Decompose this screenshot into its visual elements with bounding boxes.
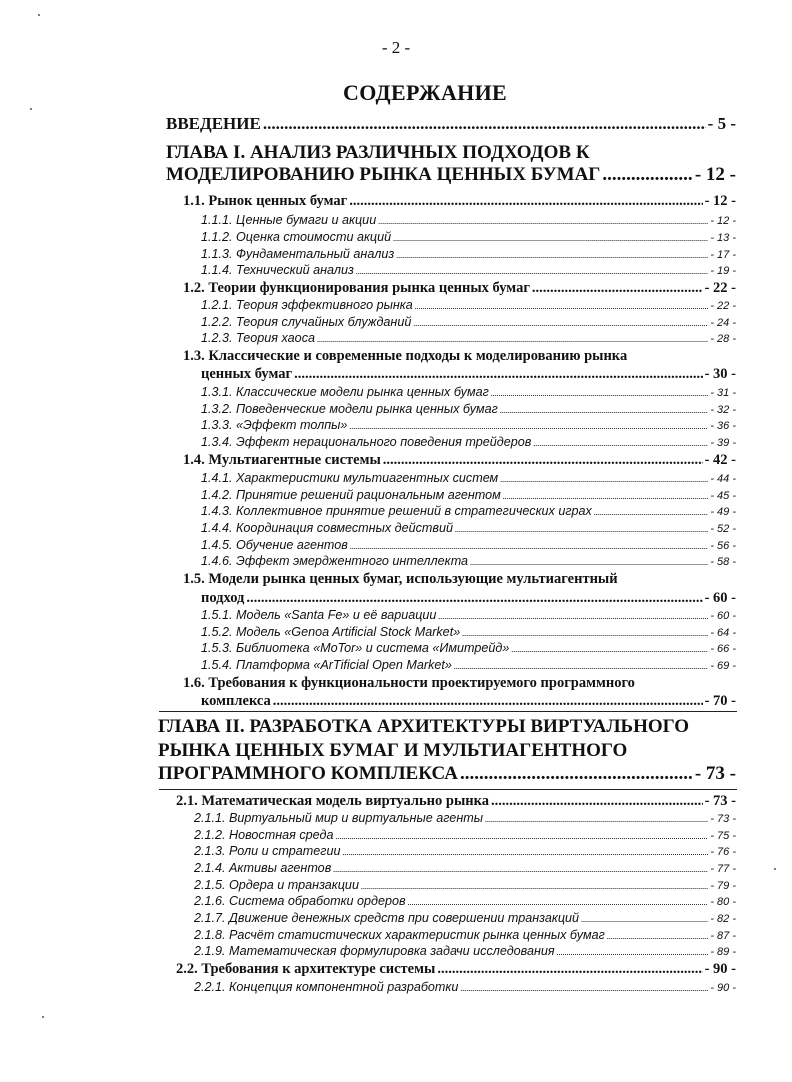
toc-section-1-5-line1: 1.5. Модели рынка ценных бумаг, использующие мультиагентный xyxy=(183,571,618,587)
toc-section-label: 1.4. Мультиагентные системы xyxy=(183,452,381,468)
toc-subsection-label: 1.3.2. Поведенческие модели рынка ценных бумаг xyxy=(201,402,498,416)
toc-subsection-label: 2.1.3. Роли и стратегии xyxy=(194,844,341,858)
toc-subsection[interactable] xyxy=(201,554,736,568)
toc-subsection-label: 1.2.2. Теория случайных блужданий xyxy=(201,315,412,329)
toc-subsection-label: 1.2.3. Теория хаоса xyxy=(201,331,315,345)
toc-subsection-page: - 64 - xyxy=(710,627,736,639)
toc-section-1-5[interactable] xyxy=(201,590,736,607)
toc-subsection-label: 2.1.6. Система обработки ордеров xyxy=(194,894,406,908)
toc-subsection-page: - 52 - xyxy=(710,523,736,535)
toc-subsection[interactable] xyxy=(201,385,736,399)
toc-subsection-page: - 60 - xyxy=(710,610,736,622)
toc-section-1-6[interactable] xyxy=(201,693,736,710)
toc-subsection-page: - 17 - xyxy=(710,249,736,261)
toc-subsection[interactable] xyxy=(201,230,736,244)
toc-subsection-label: 1.5.2. Модель «Genoa Artificial Stock Market» xyxy=(201,625,461,639)
toc-subsection-label: 1.1.3. Фундаментальный анализ xyxy=(201,247,395,261)
toc-subsection-label: 2.1.5. Ордера и транзакции xyxy=(194,878,359,892)
toc-subsection-page: - 58 - xyxy=(710,556,736,568)
toc-subsection-page: - 22 - xyxy=(710,300,736,312)
toc-subsection-label: 1.3.4. Эффект нерационального поведения трейдеров xyxy=(201,435,532,449)
scan-speck xyxy=(38,14,40,16)
toc-subsection-label: 1.4.1. Характеристики мультиагентных систем xyxy=(201,471,499,485)
toc-subsection[interactable] xyxy=(194,911,736,925)
toc-subsection-page: - 32 - xyxy=(710,404,736,416)
leader-dots xyxy=(294,366,703,383)
leader-dots xyxy=(273,693,703,710)
toc-subsection[interactable] xyxy=(194,861,736,875)
leader-dots xyxy=(350,538,709,552)
toc-section-page: - 60 - xyxy=(704,590,736,606)
toc-section-label: ценных бумаг xyxy=(201,366,293,382)
leader-dots xyxy=(470,554,708,568)
leader-dots xyxy=(356,263,708,277)
leader-dots xyxy=(491,793,703,810)
toc-section-1-3-line1: 1.3. Классические и современные подходы к моделированию рынка xyxy=(183,348,628,364)
toc-subsection-label: 2.1.8. Расчёт статистических характеристик рынка ценных бумаг xyxy=(194,928,605,942)
toc-section-page: - 73 - xyxy=(704,793,736,809)
toc-section-1-2[interactable] xyxy=(183,280,736,297)
leader-dots xyxy=(342,844,708,858)
leader-dots xyxy=(246,590,702,607)
toc-subsection-page: - 77 - xyxy=(710,863,736,875)
toc-chapter2-page: - 73 - xyxy=(694,763,736,784)
leader-dots xyxy=(393,230,708,244)
toc-subsection[interactable] xyxy=(194,894,736,908)
toc-subsection[interactable] xyxy=(194,878,736,892)
leader-dots xyxy=(437,961,702,978)
toc-subsection-label: 2.2.1. Концепция компонентной разработки xyxy=(194,980,459,994)
scan-speck xyxy=(774,868,776,870)
toc-subsection-page: - 45 - xyxy=(710,490,736,502)
toc-subsection-label: 1.5.4. Платформа «ArTificial Open Market» xyxy=(201,658,452,672)
toc-subsection-label: 1.2.1. Теория эффективного рынка xyxy=(201,298,413,312)
toc-section-page: - 30 - xyxy=(704,366,736,382)
toc-section-2-1[interactable] xyxy=(176,793,736,810)
toc-subsection-page: - 19 - xyxy=(710,265,736,277)
toc-subsection-page: - 56 - xyxy=(710,540,736,552)
leader-dots xyxy=(438,608,708,622)
toc-subsection-page: - 44 - xyxy=(710,473,736,485)
toc-chapter1-line2: МОДЕЛИРОВАНИЮ РЫНКА ЦЕННЫХ БУМАГ xyxy=(166,164,601,185)
toc-section-label: 2.1. Математическая модель виртуально рынка xyxy=(176,793,490,809)
toc-subsection-page: - 69 - xyxy=(710,660,736,672)
leader-dots xyxy=(455,521,708,535)
toc-subsection-label: 1.4.5. Обучение агентов xyxy=(201,538,348,552)
leader-dots xyxy=(503,488,709,502)
page-number: - 2 - xyxy=(381,38,411,57)
toc-intro-label: ВВЕДЕНИЕ xyxy=(166,114,261,133)
toc-subsection[interactable] xyxy=(201,608,736,622)
toc-subsection[interactable] xyxy=(201,658,736,672)
toc-subsection[interactable] xyxy=(201,504,736,518)
toc-subsection-label: 1.4.6. Эффект эмерджентного интеллекта xyxy=(201,554,469,568)
leader-dots xyxy=(602,164,692,186)
leader-dots xyxy=(349,193,702,210)
toc-subsection-label: 1.1.1. Ценные бумаги и акции xyxy=(201,213,377,227)
leader-dots xyxy=(415,298,709,312)
leader-dots xyxy=(462,625,708,639)
toc-chapter1[interactable] xyxy=(166,164,736,186)
toc-subsection[interactable] xyxy=(201,402,736,416)
toc-subsection[interactable] xyxy=(201,471,736,485)
toc-subsection[interactable] xyxy=(201,247,736,261)
toc-section-page: - 70 - xyxy=(704,693,736,709)
leader-dots xyxy=(485,811,708,825)
toc-subsection-page: - 39 - xyxy=(710,437,736,449)
toc-subsection-page: - 28 - xyxy=(710,333,736,345)
leader-dots xyxy=(500,471,708,485)
toc-subsection-page: - 87 - xyxy=(710,930,736,942)
toc-subsection-page: - 82 - xyxy=(710,913,736,925)
leader-dots xyxy=(317,331,708,345)
leader-dots xyxy=(500,402,708,416)
toc-subsection[interactable] xyxy=(201,213,736,227)
toc-chapter2-line2: РЫНКА ЦЕННЫХ БУМАГ И МУЛЬТИАГЕНТНОГО xyxy=(158,740,628,761)
leader-dots xyxy=(396,247,708,261)
toc-subsection-label: 1.4.2. Принятие решений рациональным агентом xyxy=(201,488,501,502)
scan-speck xyxy=(30,108,32,110)
leader-dots xyxy=(335,828,708,842)
toc-subsection[interactable] xyxy=(201,521,736,535)
toc-subsection[interactable] xyxy=(201,298,736,312)
toc-subsection-label: 1.4.4. Координация совместных действий xyxy=(201,521,453,535)
leader-dots xyxy=(333,861,708,875)
toc-subsection-label: 2.1.1. Виртуальный мир и виртуальные агенты xyxy=(194,811,484,825)
toc-subsection-page: - 13 - xyxy=(710,232,736,244)
leader-dots xyxy=(594,504,708,518)
leader-dots xyxy=(378,213,708,227)
leader-dots xyxy=(383,452,703,469)
toc-subsection[interactable] xyxy=(194,828,736,842)
toc-section-1-3[interactable] xyxy=(201,366,736,383)
toc-section-label: 1.1. Рынок ценных бумаг xyxy=(183,193,348,209)
toc-subsection-page: - 76 - xyxy=(710,846,736,858)
toc-subsection-label: 1.3.3. «Эффект толпы» xyxy=(201,418,348,432)
toc-subsection-label: 1.3.1. Классические модели рынка ценных бумаг xyxy=(201,385,489,399)
toc-subsection-page: - 75 - xyxy=(710,830,736,842)
toc-subsection-page: - 80 - xyxy=(710,896,736,908)
leader-dots xyxy=(361,878,708,892)
toc-section-label: 1.2. Теории функционирования рынка ценных бумаг xyxy=(183,280,530,296)
leader-dots xyxy=(511,641,708,655)
toc-subsection-page: - 79 - xyxy=(710,880,736,892)
toc-subsection-label: 2.1.2. Новостная среда xyxy=(194,828,334,842)
toc-subsection[interactable] xyxy=(201,331,736,345)
toc-subsection[interactable] xyxy=(201,538,736,552)
toc-subsection[interactable] xyxy=(201,435,736,449)
leader-dots xyxy=(607,928,708,942)
toc-subsection-label: 1.1.2. Оценка стоимости акций xyxy=(201,230,392,244)
toc-subsection-label: 2.1.7. Движение денежных средств при совершении транзакций xyxy=(194,911,580,925)
toc-subsection[interactable] xyxy=(201,315,736,329)
leader-dots xyxy=(460,763,693,785)
leader-dots xyxy=(533,435,708,449)
leader-dots xyxy=(454,658,708,672)
toc-subsection[interactable] xyxy=(194,980,736,994)
toc-subsection-page: - 90 - xyxy=(710,982,736,994)
leader-dots xyxy=(557,944,709,958)
leader-dots xyxy=(413,315,708,329)
toc-subsection-label: 2.1.9. Математическая формулировка задачи исследования xyxy=(194,944,555,958)
leader-dots xyxy=(491,385,709,399)
toc-subsection-page: - 49 - xyxy=(710,506,736,518)
toc-subsection-label: 1.5.3. Библиотека «MoTor» и система «Имитрейд» xyxy=(201,641,510,655)
toc-subsection-page: - 12 - xyxy=(710,215,736,227)
toc-chapter2[interactable] xyxy=(158,763,736,785)
toc-subsection-label: 2.1.4. Активы агентов xyxy=(194,861,332,875)
toc-subsection-label: 1.4.3. Коллективное принятие решений в стратегических играх xyxy=(201,504,592,518)
toc-subsection[interactable] xyxy=(194,944,736,958)
toc-subsection[interactable] xyxy=(194,811,736,825)
scan-speck xyxy=(42,1016,44,1018)
divider xyxy=(159,789,737,790)
toc-section-page: - 42 - xyxy=(704,452,736,468)
toc-section-page: - 22 - xyxy=(704,280,736,296)
toc-subsection[interactable] xyxy=(201,418,736,432)
toc-subsection[interactable] xyxy=(194,928,736,942)
toc-section-label: 2.2. Требования к архитектуре системы xyxy=(176,961,436,977)
toc-subsection-page: - 24 - xyxy=(710,317,736,329)
leader-dots xyxy=(408,894,709,908)
toc-subsection[interactable] xyxy=(194,844,736,858)
divider xyxy=(159,711,737,712)
toc-section-page: - 90 - xyxy=(704,961,736,977)
toc-subsection[interactable] xyxy=(201,641,736,655)
toc-chapter2-line1: ГЛАВА II. РАЗРАБОТКА АРХИТЕКТУРЫ ВИРТУАЛЬНОГО xyxy=(158,716,690,737)
leader-dots xyxy=(532,280,703,297)
toc-subsection[interactable] xyxy=(201,488,736,502)
toc-subsection[interactable] xyxy=(201,625,736,639)
page-title: СОДЕРЖАНИЕ xyxy=(343,80,507,105)
toc-subsection-label: 1.5.1. Модель «Santa Fe» и её вариации xyxy=(201,608,437,622)
toc-subsection-page: - 66 - xyxy=(710,643,736,655)
toc-subsection-page: - 73 - xyxy=(710,813,736,825)
leader-dots xyxy=(460,980,708,994)
toc-section-1-4[interactable] xyxy=(183,452,736,469)
leader-dots xyxy=(349,418,708,432)
leader-dots xyxy=(263,114,706,134)
toc-subsection-page: - 31 - xyxy=(710,387,736,399)
toc-subsection-label: 1.1.4. Технический анализ xyxy=(201,263,354,277)
toc-section-label: подход xyxy=(201,590,245,606)
toc-section-1-6-line1: 1.6. Требования к функциональности проектируемого программного xyxy=(183,675,635,691)
toc-subsection-page: - 36 - xyxy=(710,420,736,432)
toc-section-label: комплекса xyxy=(201,693,271,709)
toc-chapter1-page: - 12 - xyxy=(694,164,736,185)
toc-chapter2-line3: ПРОГРАММНОГО КОМПЛЕКСА xyxy=(158,763,459,784)
toc-intro[interactable] xyxy=(166,114,736,134)
toc-subsection-page: - 89 - xyxy=(710,946,736,958)
toc-subsection[interactable] xyxy=(201,263,736,277)
toc-section-page: - 12 - xyxy=(704,193,736,209)
toc-chapter1-line1: ГЛАВА I. АНАЛИЗ РАЗЛИЧНЫХ ПОДХОДОВ К xyxy=(166,142,590,163)
toc-section-2-2[interactable] xyxy=(176,961,736,978)
toc-intro-page: - 5 - xyxy=(707,114,736,133)
toc-section-1-1[interactable] xyxy=(183,193,736,210)
leader-dots xyxy=(581,911,708,925)
